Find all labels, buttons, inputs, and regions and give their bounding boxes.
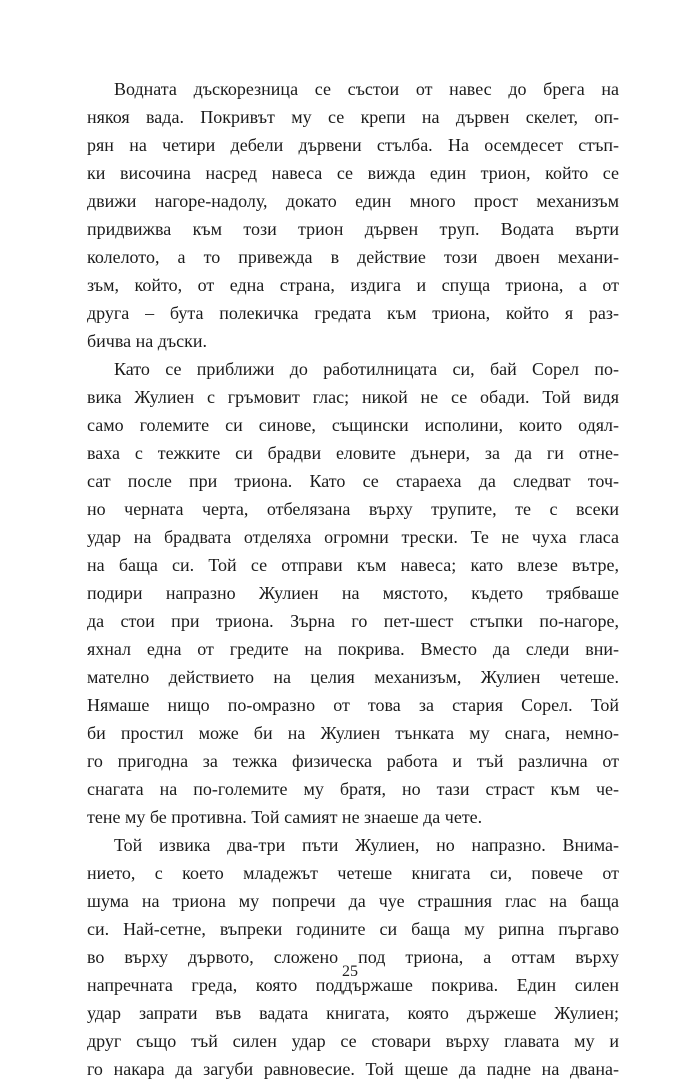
text-line: напречната греда, която поддържаше покрива. Един силен [87,975,619,995]
text-line: Водната дъскорезница се състои от навес до брега на [114,79,619,99]
text-line: го пригодна за тежка физическа работа и тъй различна от [87,751,619,771]
text-line: рян на четири дебели дървени стълба. На осемдесет стъп- [87,135,619,155]
text-line: Той извика два-три пъти Жулиен, но напразно. Внима- [114,835,619,855]
text-line: да стои при триона. Зърна го пет-шест стъпки по-нагоре, [87,611,619,631]
text-line: сат после при триона. Като се стараеха да следват точ- [87,471,619,491]
paragraph-2 [87,355,619,831]
text-line: вика Жулиен с гръмовит глас; никой не се обади. Той видя [87,387,619,407]
paragraph-1 [87,75,619,355]
body-text [87,75,619,1083]
text-line: Като се приближи до работилницата си, бай Сорел по- [114,359,619,379]
paragraph-3 [87,831,619,1083]
text-line: на баща си. Той се отправи към навеса; като влезе вътре, [87,555,619,575]
text-line: Нямаше нищо по-омразно от това за стария Сорел. Той [87,695,619,715]
text-line: придвижва към този трион дървен труп. Водата върти [87,219,619,239]
text-line: мателно действието на целия механизъм, Жулиен четеше. [87,667,619,687]
text-line: но черната черта, отбелязана върху трупите, те с всеки [87,499,619,519]
text-line: нието, с което младежът четеше книгата си, повече от [87,863,619,883]
page-number: 25 [342,963,358,980]
text-line: колелото, а то привежда в действие този двоен механи- [87,247,619,267]
text-line: движи нагоре-надолу, докато един много прост механизъм [87,191,619,211]
text-line: удар запрати във вадата книгата, която държеше Жулиен; [87,1003,619,1023]
text-line: бичва на дъски. [87,331,208,351]
text-line: ваха с тежките си брадви еловите дънери, за да ги отне- [87,443,619,463]
text-line: шума на триона му попречи да чуе страшния глас на баща [87,891,619,911]
text-line: яхнал една от гредите на покрива. Вместо да следи вни- [87,639,619,659]
text-line: подири напразно Жулиен на мястото, където трябваше [87,583,619,603]
text-line: зъм, който, от една страна, издига и спуща триона, а от [87,275,619,295]
text-line: друг също тъй силен удар се стовари върху главата му и [87,1031,619,1051]
text-line: тене му бе противна. Той самият не знаеше да чете. [87,807,483,827]
text-line: би простил може би на Жулиен тънката му снага, немно- [87,723,619,743]
text-line: друга – бута полекичка гредата към триона, който я раз- [87,303,619,323]
text-line: го накара да загуби равновесие. Той щеше да падне на двана- [87,1059,619,1079]
text-line: удар на брадвата отделяха огромни трески. Те не чуха гласа [87,527,619,547]
text-line: си. Най-сетне, въпреки годините си баща му рипна пъргаво [87,919,619,939]
text-line: някоя вада. Покривът му се крепи на дървен скелет, оп- [87,107,619,127]
text-line: во върху дървото, сложено под триона, а оттам върху [87,947,619,967]
text-line: ки височина насред навеса се вижда един трион, който се [87,163,619,183]
text-line: само големите си синове, същински исполини, които одял- [87,415,619,435]
text-line: снагата на по-големите му братя, но тази страст към че- [87,779,619,799]
